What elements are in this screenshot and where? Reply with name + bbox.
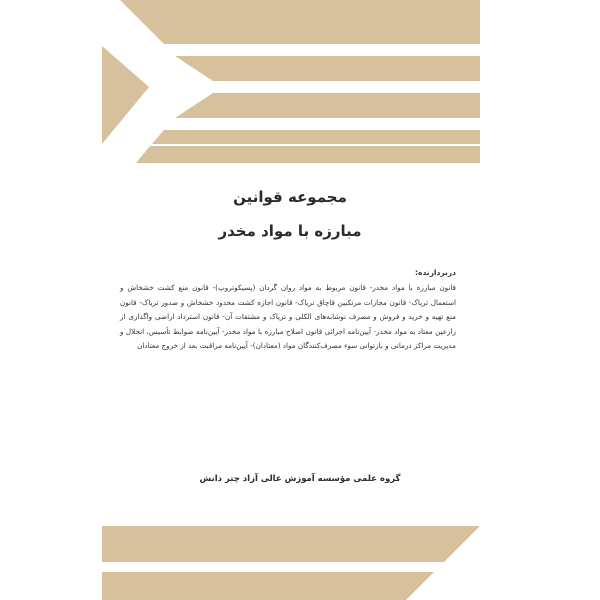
top-chevron [102,46,149,144]
top-band-2 [175,56,480,81]
book-subtitle: مبارزه با مواد مخدر [218,222,362,240]
top-band-3 [175,93,480,118]
book-title: مجموعه قوانین [233,188,347,206]
contents-label: دربردارنده: [415,268,456,277]
top-band-1 [120,0,480,44]
publisher-author: گروه علمی مؤسسه آموزش عالی آزاد چتر دانش [199,474,401,484]
top-band-4 [152,130,480,144]
bottom-band-2 [102,572,434,600]
contents-text: قانون مبارزه با مواد مخدر- قانون مربوط به مواد روان گردان (پسیکوتروپ)- قانون منع کشت خشخاش و استعمال تریاک- قانون مجازات مرتکبین قاچاق تریاک- قانون اجازه کشت محدود خشخاش و صدور تریاک- قانون منع تهیه و خرید و فروش و مصرف نوشابه‌های الکلی و تریاک و مشتقات آن- قانون استرداد اراضی واگذاری از زارعین معتاد به مواد مخدر- آیین‌نامه اجرائی قانون اصلاح مبارزه با مواد مخدر- آیین‌نامه ضوابط تأسیس، انحلال و مدیریت مراکز درمانی و بازتوانی سوء مصرف‌کنندگان مواد (معتادان)- آیین‌نامه مراقبت بعد از خروج معتادان [120,283,456,351]
bottom-band-1 [102,526,480,562]
top-band-5 [136,146,480,163]
